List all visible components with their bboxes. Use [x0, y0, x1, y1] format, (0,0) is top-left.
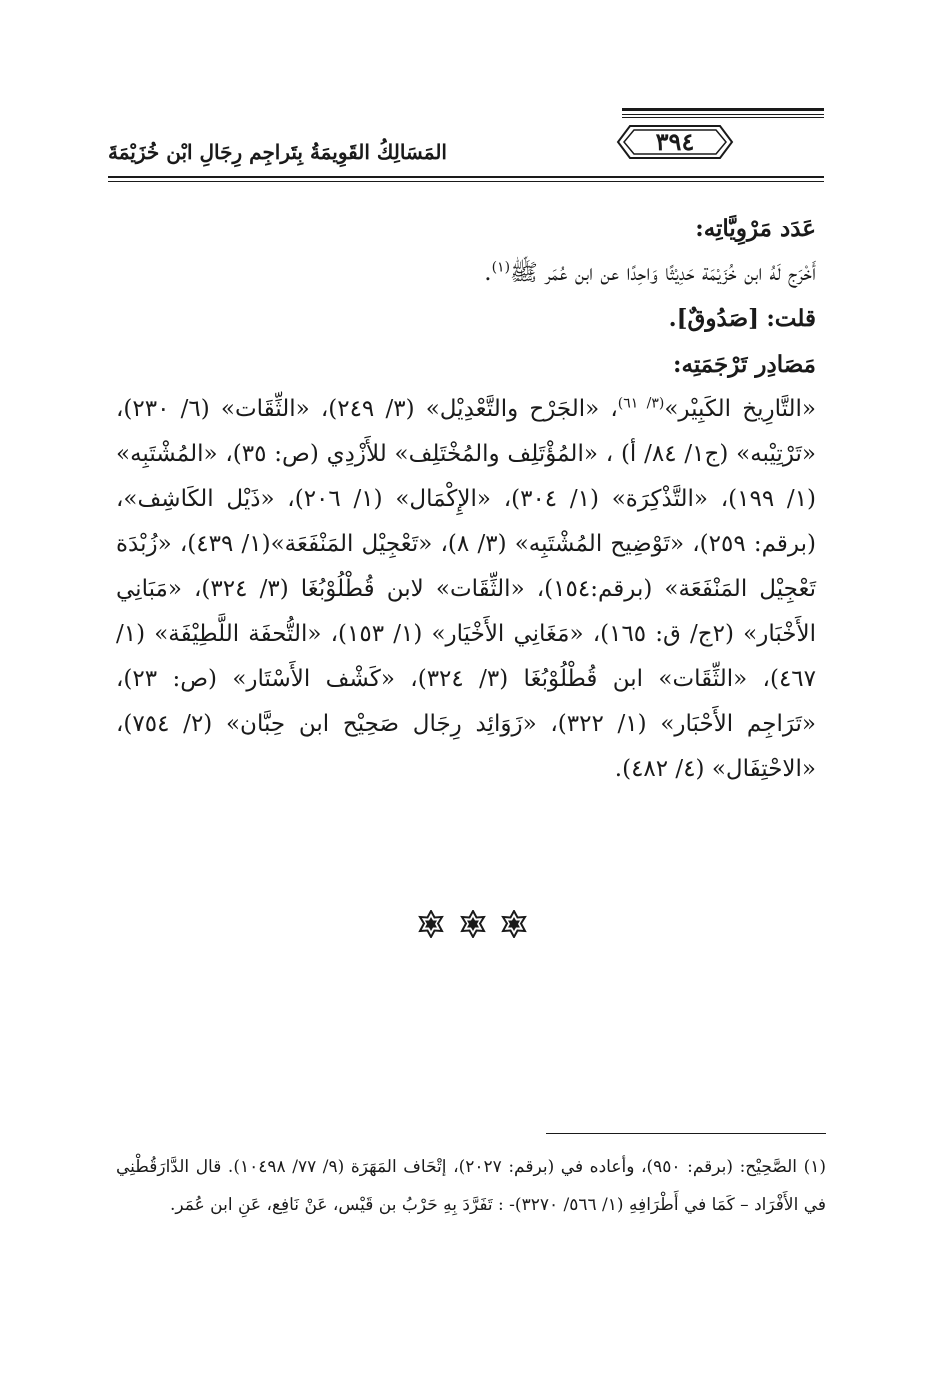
- footnotes: [116, 1148, 826, 1224]
- header-top-rule: [622, 108, 824, 118]
- sources-list: ، «الجَرْح والتَّعْدِيْل» (٣/ ٢٤٩)، «الثِّقَات» (٦/ ٢٣٠)، «تَرْتِيْبه» (ج١/ ٨٤/ أ) ، «المُؤْتَلِف والمُخْتَلِف» للأَزْدِي (ص: ٣٥)، «المُشْتَبِه» (١/ ١٩٩)، «التَّذْكِرَة» (١/ ٣٠٤)، «الإِكْمَال» (١/ ٢٠٦)، «ذَيْل الكَاشِف»، (برقم: ٢٥٩)، «تَوْضِيح المُشْتَبِه» (٣/ ٨)، «تَعْجِيْل المَنْفَعَة»(١/ ٤٣٩)، «زُبْدَة تَعْجِيْل المَنْفَعَة» (برقم:١٥٤)، «الثِّقَات» لابن قُطْلُوْبُغَا (٣/ ٣٢٤)، «مَبَانِي الأَخْبَار» (٢ج/ ق: ١٦٥)، «مَغَانِي الأَخْيَار» (١/ ١٥٣)، «التُّحفَة اللَّطِيْفَة» (١/ ٤٦٧)، «الثِّقَات» ابن قُطْلُوْبُغَا (٣/ ٣٢٤)، «كَشْف الأَسْتَار» (ص: ٢٣)، «تَرَاجِم الأَحْبَار» (١/ ٣٢٢)، «زَوَائِد رِجَال صَحِيْح ابن حِبَّان» (٢/ ٧٥٤)، «الاحْتِفَال» (٤/ ٤٨٢).: [116, 396, 817, 782]
- section-end-ornaments: [0, 910, 945, 938]
- footnote-separator: [546, 1133, 826, 1134]
- running-title: المَسَالِكُ القَوِيمَةُ بِتَراجِم رِجَالِ ابْن خُزَيْمَةَ: [108, 140, 447, 164]
- sources-heading: مَصَادِر تَرْجَمَتِه:: [673, 351, 816, 378]
- narrations-count-heading: عَدَد مَرْوِيَّاتِه:: [695, 215, 816, 242]
- star-ornament-icon: [459, 910, 487, 938]
- verdict-line: [116, 296, 816, 342]
- narrations-count-text: أَخْرَج لَهُ ابن خُزَيْمَة حَدِيْثًا وَاحِدًا عن ابن عُمَر ﷺ: [510, 260, 816, 286]
- page-header: [108, 100, 824, 190]
- sources-first-title: «التَّارِيخ الكَبِيْر»: [664, 396, 817, 422]
- header-bottom-rule: [108, 176, 824, 182]
- narrations-count-paragraph: [116, 251, 816, 296]
- page-number: ٣٩٤: [655, 127, 695, 156]
- sources-paragraph: [116, 387, 816, 792]
- page-number-badge: [616, 122, 734, 162]
- narrations-count-end: .: [484, 260, 492, 286]
- main-content: [116, 206, 816, 792]
- star-ornament-icon: [500, 910, 528, 938]
- verdict-label: قلت:: [766, 305, 816, 332]
- footnote-1: (١) الصَّحِيْح: (برقم: ٩٥٠)، وأعاده في (برقم: ٢٠٢٧)، إتْحَاف المَهَرَة (٩/ ٧٧/ ١٠٤٩٨). قال الدَّارَقُطْنِي في الأَفْرَاد – كَمَا في أَطْرَافِهِ (١/ ٥٦٦/ ٣٢٧٠)- : تَفَرَّدَ بِهِ حَرْبُ بن قَيْس، عَنْ نَافِع، عَنِ ابن عُمَر.: [116, 1157, 827, 1215]
- sources-first-ref: (٣/ ٦١): [617, 395, 665, 412]
- footnote-ref-1: (١): [491, 259, 511, 276]
- star-ornament-icon: [417, 910, 445, 938]
- verdict-value: [صَدُوقٌ].: [668, 305, 759, 332]
